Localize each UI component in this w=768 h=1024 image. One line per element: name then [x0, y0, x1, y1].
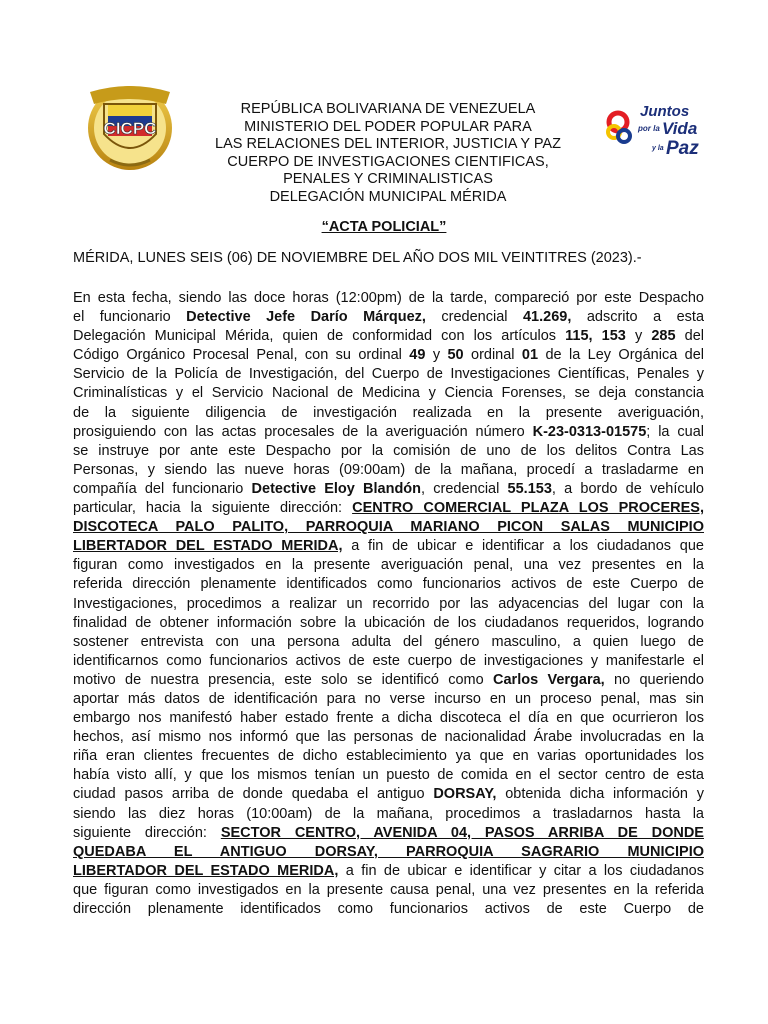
body-line [73, 404, 704, 423]
body-text: ciudad pasos arriba de donde quedaba el antiguo [73, 786, 434, 803]
body-line [73, 766, 704, 785]
body-text: obtenida dicha información y [496, 786, 704, 803]
body-text: de la siguiente diligencia de investigación realizada en la presente averiguación, [73, 404, 704, 421]
body-line [73, 346, 704, 365]
header-line: CUERPO DE INVESTIGACIONES CIENTIFICAS, [227, 153, 549, 170]
body-text: a fin de ubicar e identificar a los ciudadanos que [342, 538, 704, 555]
svg-text:por la: por la [638, 124, 660, 133]
body-line [73, 365, 704, 384]
svg-text:Paz: Paz [666, 138, 699, 158]
svg-text:Vida: Vida [662, 119, 698, 138]
body-line [73, 518, 704, 537]
body-text: ordinal [463, 347, 522, 364]
emphasis-text: 115, 153 [565, 328, 626, 345]
emphasis-text: DISCOTECA PALO PALITO, PARROQUIA MARIANO PICON SALAS MUNICIPIO [73, 519, 704, 536]
emphasis-text: CENTRO COMERCIAL PLAZA LOS PROCERES, [352, 500, 704, 517]
header-line: PENALES Y CRIMINALISTICAS [283, 171, 493, 187]
header-line: MINISTERIO DEL PODER POPULAR PARA [244, 118, 532, 135]
emphasis-text: Detective Eloy Blandón [251, 480, 422, 497]
body-line [73, 442, 704, 461]
emphasis-text: LIBERTADOR DEL ESTADO MERIDA, [73, 862, 339, 879]
body-line [73, 614, 704, 633]
header-line: REPÚBLICA BOLIVARIANA DE VENEZUELA [240, 101, 536, 117]
body-text: Delegación Municipal Mérida, quien de conformidad con los artículos [73, 328, 566, 345]
header-line: DELEGACIÓN MUNICIPAL MÉRIDA [269, 188, 507, 205]
body-text: credencial [425, 309, 523, 326]
body-line [73, 652, 704, 671]
body-line [73, 461, 704, 480]
body-text: había visto allí, y que los mismos tenían un puesto de comida en el sector centro de esta [73, 767, 704, 784]
header-line: LAS RELACIONES DEL INTERIOR, JUSTICIA Y PAZ [215, 136, 561, 152]
dateline: MÉRIDA, LUNES SEIS (06) DE NOVIEMBRE DEL AÑO DOS MIL VEINTITRES (2023).- [73, 250, 642, 266]
body-text: referida dirección plenamente identificados como funcionarios activos de este Cuerpo de [73, 576, 704, 593]
body-line [73, 728, 704, 747]
body-text: hechos, así mismo nos informó que las personas de nacionalidad Árabe involucradas en la [73, 729, 704, 746]
body-text: finalidad de obtener información sobre la ubicación de los ciudadanos requeridos, logrando [73, 614, 704, 631]
body-text: adscrito a esta [571, 309, 704, 326]
emphasis-text: 55.153 [507, 480, 552, 497]
cicpc-logo [80, 74, 180, 174]
document-title: “ACTA POLICIAL” [321, 219, 447, 235]
body-line [73, 499, 704, 518]
body-line [73, 671, 704, 690]
emphasis-text: K-23-0313-01575 [532, 423, 647, 440]
body-text: particular, hacia la siguiente dirección: [73, 500, 353, 517]
body-line [73, 881, 704, 900]
body-text: dirección plenamente identificados como funcionarios activos de este Cuerpo de [73, 901, 704, 917]
body-text: del [675, 328, 704, 345]
body-line [73, 709, 704, 728]
body-line [73, 308, 704, 327]
body-text: el funcionario [73, 309, 187, 326]
body-text: no queriendo [604, 671, 704, 688]
svg-text:y la: y la [652, 145, 664, 152]
body-line [73, 900, 704, 919]
body-line [73, 824, 704, 843]
emphasis-text: Detective Jefe Darío Márquez, [186, 309, 426, 326]
body-text: Servicio de la Policía de Investigación, del Cuerpo de Investigaciones Científicas, Penales y [73, 366, 704, 383]
body-text: siguiente dirección: [73, 824, 221, 841]
body-text: aportar más datos de identificación para no verse incurso en un proceso penal, mas sin [73, 690, 704, 707]
body-text: compañía del funcionario [73, 480, 252, 497]
body-text: que figuran como investigados en la presente causa penal, una vez presentes en la referida [73, 881, 704, 898]
body-text: figuran como investigados en la presente averiguación penal, una vez presentes en la [73, 557, 704, 574]
body-line [73, 327, 704, 346]
body-line [73, 785, 704, 804]
document-header [180, 101, 596, 206]
body-text: de la Ley Orgánica del [538, 347, 704, 364]
emphasis-text: DORSAY, [433, 786, 497, 803]
body-text: identificarnos como funcionarios activos de este cuerpo de investigaciones y manifestarle el [73, 652, 704, 669]
body-line [73, 747, 704, 766]
body-text: ; la cual [646, 423, 704, 440]
body-text: embargo nos manifestó haber estado frente a dicha discoteca el día en que ocurrieron los [73, 710, 704, 727]
body-line [73, 805, 704, 824]
body-line [73, 423, 704, 442]
body-text: riña eran clientes frecuentes de dicho establecimiento ya que en varias oportunidades los [73, 748, 704, 765]
emphasis-text: 285 [651, 328, 676, 345]
emphasis-text: SECTOR CENTRO, AVENIDA 04, PASOS ARRIBA DE DONDE [220, 824, 704, 841]
svg-text:Juntos: Juntos [640, 103, 690, 120]
body-text: , a bordo de vehículo [551, 480, 704, 497]
body-text: siendo las diez horas (10:00am) de la mañana, procedimos a trasladarnos hasta la [73, 805, 704, 822]
body-line [73, 556, 704, 575]
body-line [73, 575, 704, 594]
emphasis-text: 41.269, [522, 309, 572, 326]
body-text: Investigaciones, procedimos a realizar un recorrido por las adyacencias del lugar con la [73, 595, 704, 612]
body-text: a fin de ubicar e identificar y citar a los ciudadanos [338, 862, 704, 879]
emphasis-text: 01 [521, 347, 539, 364]
body-text: Personas, y siendo las nueve horas (09:00am) de la mañana, procedí a trasladarme en [73, 461, 704, 478]
body-text: prosiguiendo con las actas procesales de la averiguación número [73, 423, 533, 440]
emphasis-text: QUEDABA EL ANTIGUO DORSAY, PARROQUIA SAGRARIO MUNICIPIO [73, 843, 704, 860]
body-text: sostener entrevista con una persona adulta del género masculino, a quien luego de [73, 633, 704, 650]
body-text: y [625, 328, 652, 345]
body-text: Código Orgánico Procesal Penal, con su ordinal [73, 347, 410, 364]
body-line [73, 690, 704, 709]
juntos-por-la-vida-logo [602, 100, 714, 158]
emphasis-text: 50 [447, 347, 464, 364]
body-line [73, 537, 704, 556]
emphasis-text: Carlos Vergara, [493, 671, 605, 688]
body-text: Criminalísticas y el Servicio Nacional de Medicina y Ciencia Forenses, se deja constancia [73, 385, 704, 402]
body-text: En esta fecha, siendo las doce horas (12:00pm) de la tarde, compareció por este Despacho [73, 290, 704, 306]
body-line [73, 289, 704, 308]
body-line [73, 843, 704, 862]
body-line [73, 480, 704, 499]
body-line [73, 862, 704, 881]
body-text: se instruye por ante este Despacho por la comisión de uno de los delitos Contra Las [73, 442, 704, 459]
body-line [73, 633, 704, 652]
body-line [73, 384, 704, 403]
body-text: motivo de nuestra presencia, este solo se identificó como [73, 671, 494, 688]
emphasis-text: 49 [409, 347, 426, 364]
body-paragraph [73, 289, 704, 919]
body-text: y [425, 347, 448, 364]
body-line [73, 595, 704, 614]
svg-text:CICPC: CICPC [103, 119, 157, 138]
emphasis-text: LIBERTADOR DEL ESTADO MERIDA, [73, 538, 343, 555]
body-text: , credencial [421, 480, 508, 497]
